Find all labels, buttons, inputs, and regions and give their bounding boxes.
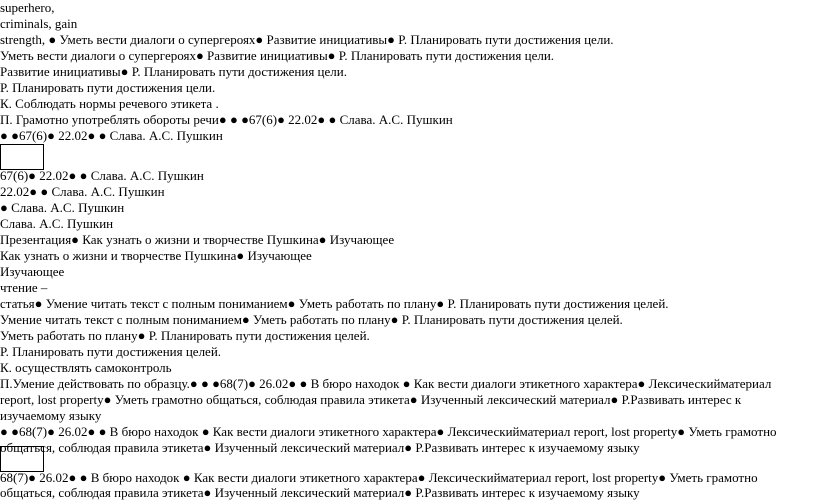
text-line: 22.02● ● Слава. А.С. Пушкин bbox=[0, 184, 165, 199]
text-line: Изучающее bbox=[0, 264, 65, 279]
text-line: изучаемому языку bbox=[0, 408, 102, 423]
text-line: criminals, gain bbox=[0, 16, 78, 31]
text-line: 67(6)● 22.02● ● Слава. А.С. Пушкин bbox=[0, 168, 204, 183]
empty-box bbox=[0, 446, 44, 472]
text-line: Уметь вести диалоги о супергероях● Развитие инициативы● Р. Планировать пути достижения цели. bbox=[0, 48, 555, 63]
text-line: Р. Планировать пути достижения цели. bbox=[0, 80, 216, 95]
text-line: общаться, соблюдая правила этикета● Изученный лексический материал● Р.Развивать интерес к изучаемому языку bbox=[0, 485, 640, 500]
text-line: статья● Умение читать текст с полным пониманием● Уметь работать по плану● Р. Планировать пути достижения целей. bbox=[0, 296, 669, 311]
text-line: Развитие инициативы● Р. Планировать пути достижения цели. bbox=[0, 64, 347, 79]
text-line: ● ●68(7)● 26.02● ● В бюро находок ● Как вести диалоги этикетного характера● Лексическийматериал report, lost property● Уметь грамотно bbox=[0, 424, 777, 439]
text-line: К. осуществлять самоконтроль bbox=[0, 360, 172, 375]
text-line: strength, ● Уметь вести диалоги о супергероях● Развитие инициативы● Р. Планировать пути достижения цели. bbox=[0, 32, 614, 47]
text-line: Слава. А.С. Пушкин bbox=[0, 216, 114, 231]
text-line: superhero, bbox=[0, 0, 55, 15]
text-line: report, lost property● Уметь грамотно общаться, соблюдая правила этикета● Изученный лексический материал● Р.Развивать интерес к bbox=[0, 392, 742, 407]
text-line: 68(7)● 26.02● ● В бюро находок ● Как вести диалоги этикетного характера● Лексическийматериал report, lost property● Уметь грамотно bbox=[0, 470, 758, 485]
text-line: Р. Планировать пути достижения целей. bbox=[0, 344, 222, 359]
text-line: Презентация● Как узнать о жизни и творчестве Пушкина● Изучающее bbox=[0, 232, 395, 247]
text-line: ● ●67(6)● 22.02● ● Слава. А.С. Пушкин bbox=[0, 128, 223, 143]
text-line: К. Соблюдать нормы речевого этикета . bbox=[0, 96, 219, 111]
text-line: П. Грамотно употреблять обороты речи● ● ●67(6)● 22.02● ● Слава. А.С. Пушкин bbox=[0, 112, 453, 127]
text-line: чтение – bbox=[0, 280, 48, 295]
empty-box bbox=[0, 144, 44, 170]
text-line: общаться, соблюдая правила этикета● Изученный лексический материал● Р.Развивать интерес к изучаемому языку bbox=[0, 440, 640, 455]
text-line: Умение читать текст с полным пониманием● Уметь работать по плану● Р. Планировать пути достижения целей. bbox=[0, 312, 623, 327]
text-line: ● Слава. А.С. Пушкин bbox=[0, 200, 125, 215]
text-line: П.Умение действовать по образцу.● ● ●68(7)● 26.02● ● В бюро находок ● Как вести диалоги этикетного характера● Лексическийматериал bbox=[0, 376, 772, 391]
text-line: Уметь работать по плану● Р. Планировать пути достижения целей. bbox=[0, 328, 370, 343]
text-line: Как узнать о жизни и творчестве Пушкина● Изучающее bbox=[0, 248, 312, 263]
